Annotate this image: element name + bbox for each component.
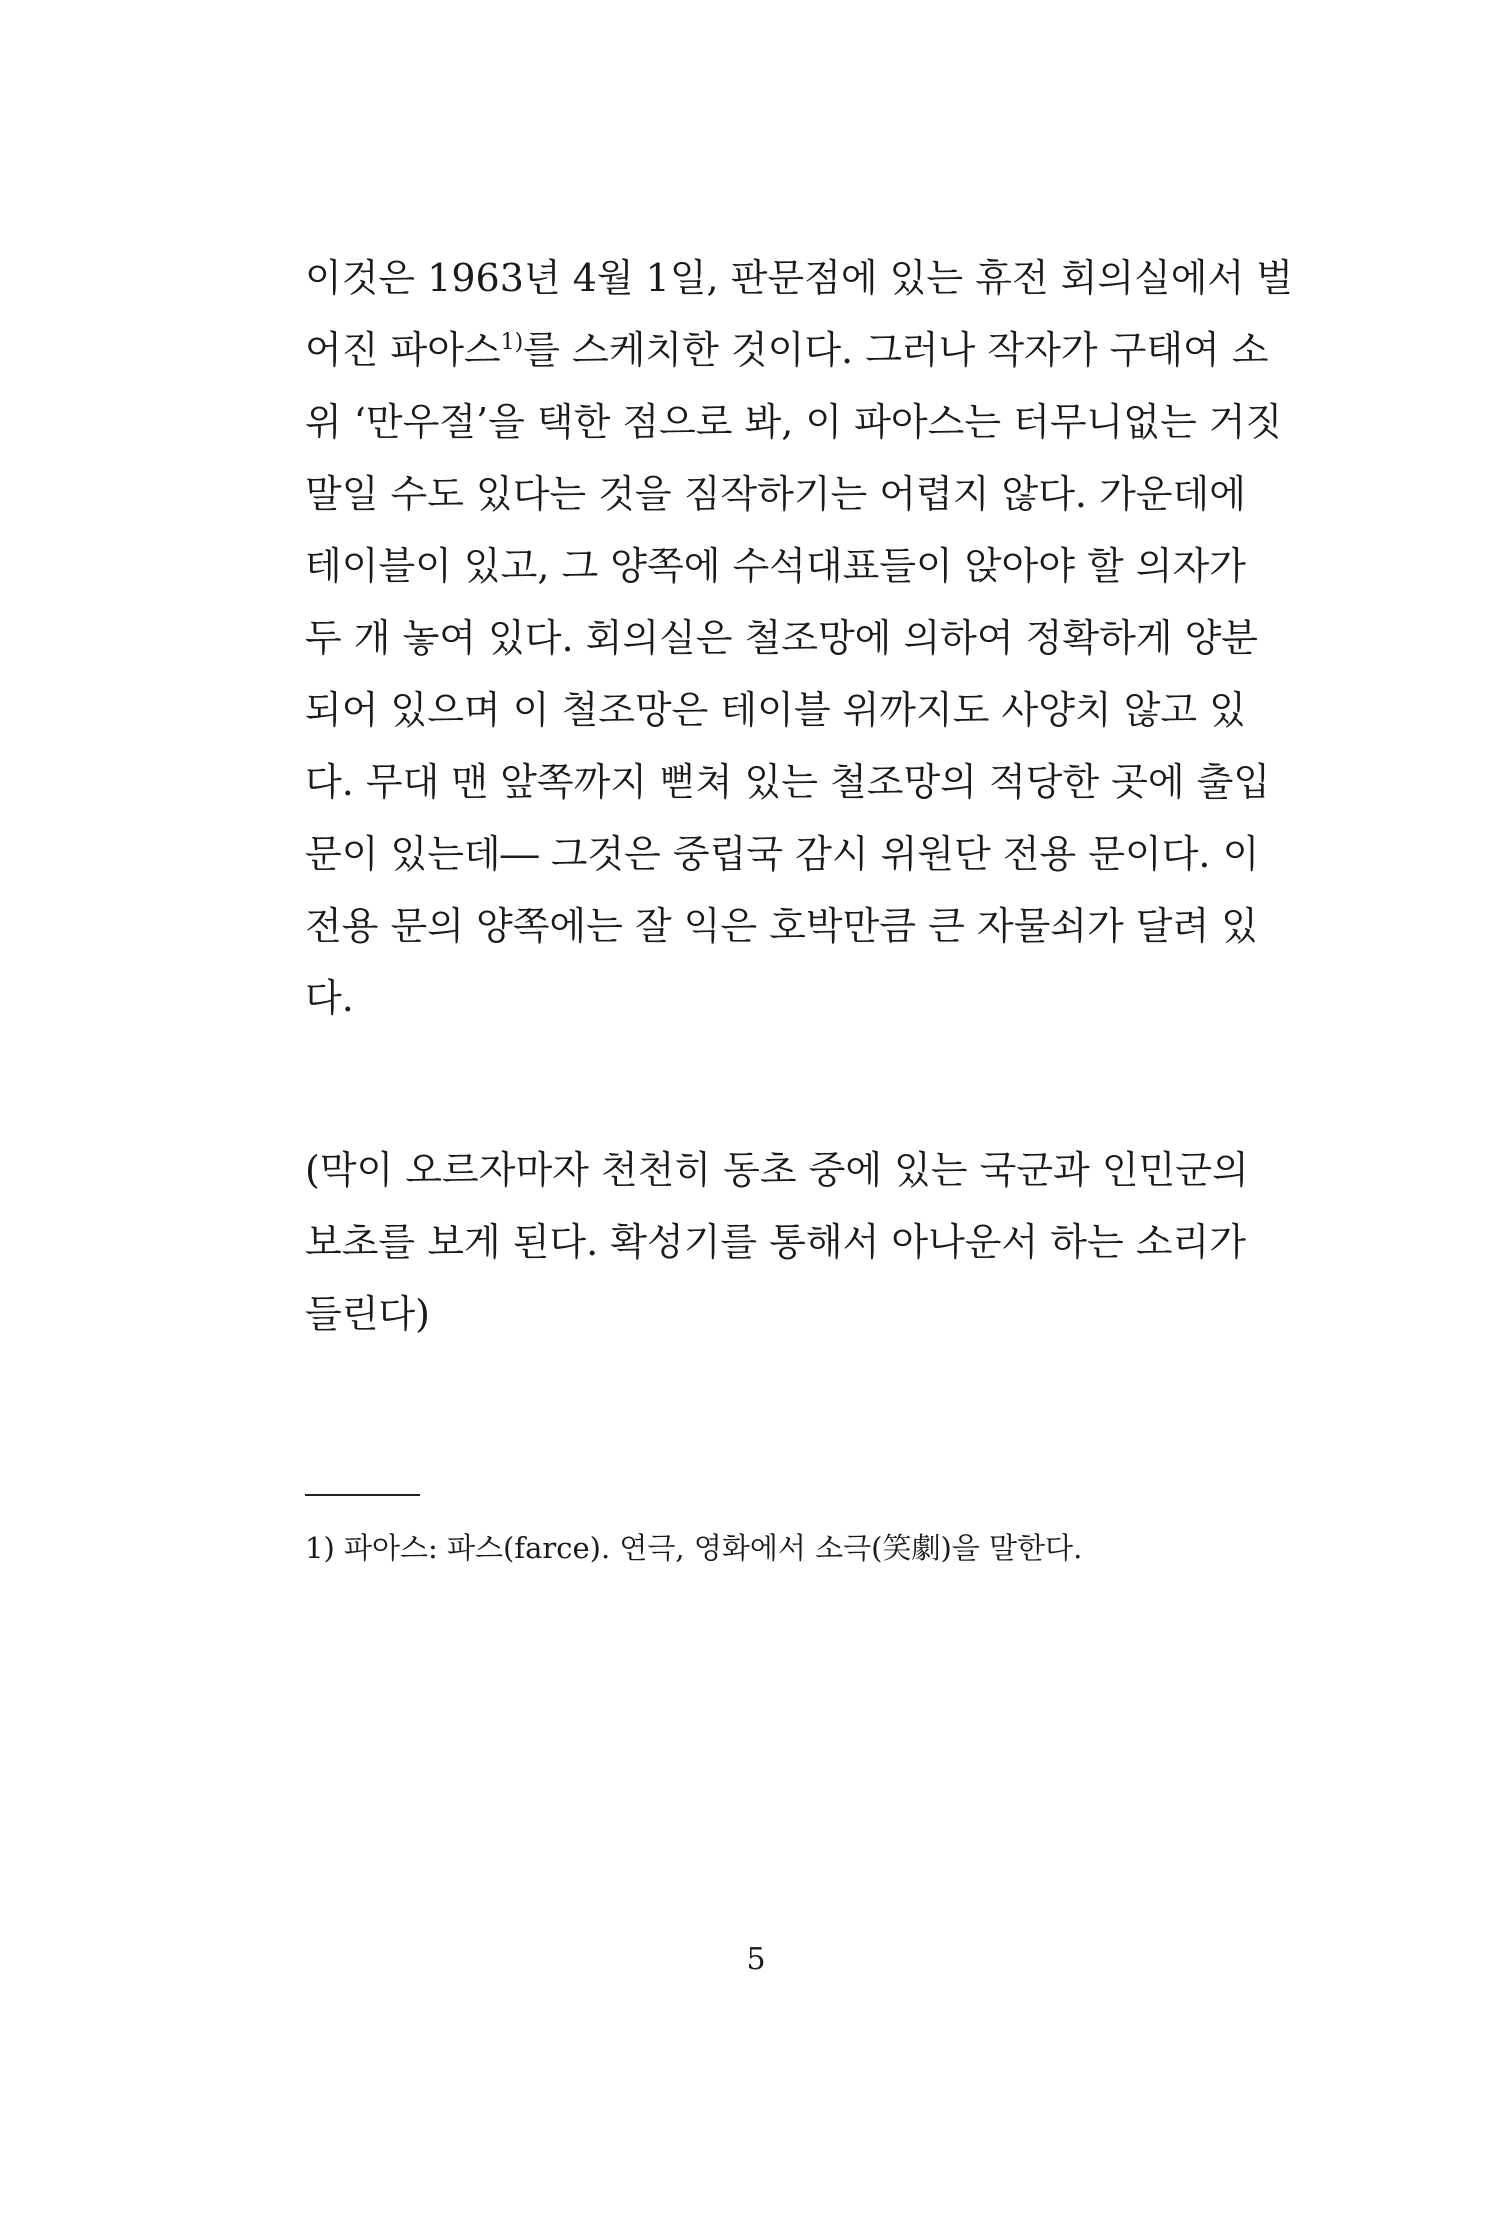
text-line: 전용 문의 양쪽에는 잘 익은 호박만큼 큰 자물쇠가 달려 있 (305, 904, 1258, 948)
text-line: 이것은 1963년 4월 1일, 판문점에 있는 휴전 회의실에서 벌 (305, 256, 1293, 300)
text-line: 다. (305, 976, 354, 1020)
text-line: 테이블이 있고, 그 양쪽에 수석대표들이 앉아야 할 의자가 (305, 544, 1246, 588)
text-segment: 어진 파아스 (305, 328, 501, 372)
text-line: (막이 오르자마자 천천히 동초 중에 있는 국군과 인민군의 (305, 1148, 1249, 1192)
footnote-reference[interactable]: 1) (500, 330, 524, 355)
text-line: 보초를 보게 된다. 확성기를 통해서 아나운서 하는 소리가 (305, 1220, 1246, 1264)
page-number: 5 (746, 1942, 766, 1977)
text-segment: 를 스케치한 것이다. 그러나 작자가 구태여 소 (523, 328, 1269, 372)
text-line: 문이 있는데― 그것은 중립국 감시 위원단 전용 문이다. 이 (305, 832, 1260, 876)
text-line: 말일 수도 있다는 것을 짐작하기는 어렵지 않다. 가운데에 (305, 472, 1246, 516)
text-line: 들린다) (305, 1292, 430, 1336)
text-line: 위 ‘만우절’을 택한 점으로 봐, 이 파아스는 터무니없는 거짓 (305, 400, 1283, 444)
text-line: 두 개 놓여 있다. 회의실은 철조망에 의하여 정확하게 양분 (305, 616, 1258, 660)
text-line: 다. 무대 맨 앞쪽까지 뻗쳐 있는 철조망의 적당한 곳에 출입 (305, 760, 1271, 804)
footnote-divider (305, 1494, 420, 1496)
text-line (305, 325, 1269, 375)
footnote: 1) 파아스: 파스(farce). 연극, 영화에서 소극(笑劇)을 말한다. (305, 1531, 1083, 1565)
text-line: 되어 있으며 이 철조망은 테이블 위까지도 사양치 않고 있 (305, 688, 1246, 732)
